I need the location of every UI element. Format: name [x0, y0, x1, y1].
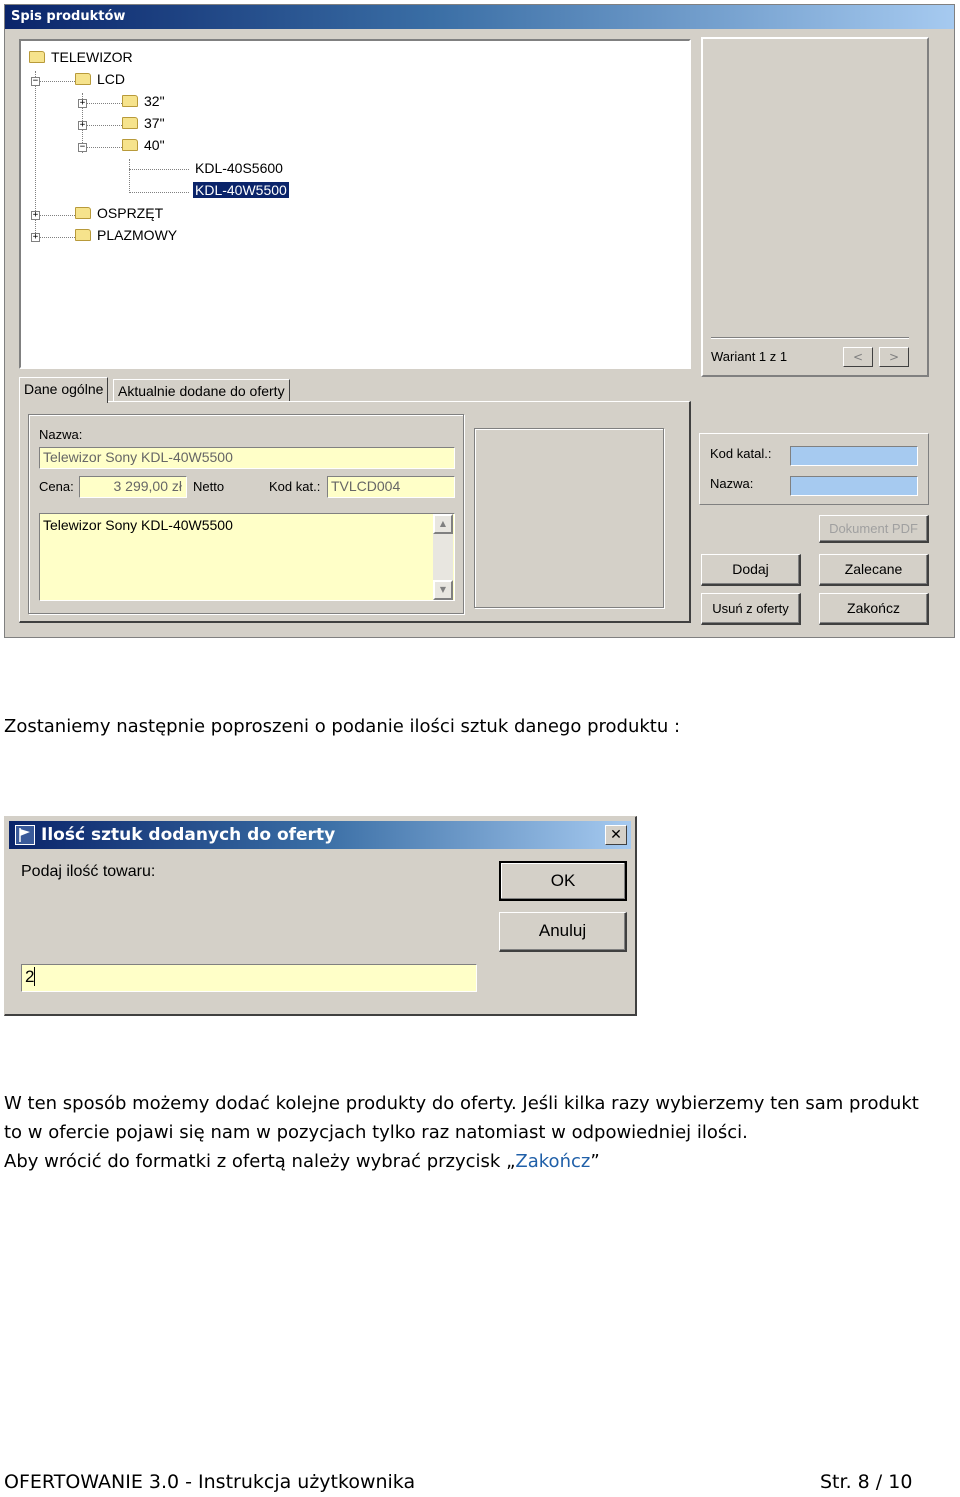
ok-button[interactable]: OK — [499, 861, 627, 901]
name-label: Nazwa: — [39, 427, 83, 442]
expand-icon[interactable]: + — [79, 98, 86, 108]
scroll-down-icon[interactable]: ▼ — [433, 580, 453, 600]
folder-icon — [122, 139, 138, 151]
code-field[interactable]: TVLCD004 — [327, 476, 455, 498]
dialog-title: Ilość sztuk dodanych do oferty — [9, 821, 631, 849]
tree-line — [35, 237, 75, 238]
tree-node-32[interactable]: 32" — [122, 91, 165, 111]
expand-icon[interactable]: + — [32, 210, 39, 220]
price-field[interactable]: 3 299,00 zł — [79, 476, 187, 498]
product-details-group — [28, 414, 464, 614]
code-label: Kod kat.: — [269, 479, 321, 494]
folder-icon — [75, 229, 91, 241]
window-title: Spis produktów — [5, 5, 954, 29]
search-group — [699, 433, 929, 505]
recommended-button[interactable]: Zalecane — [819, 554, 929, 586]
search-name-input[interactable] — [790, 476, 918, 496]
price-label: Cena: — [39, 479, 74, 494]
netto-label: Netto — [193, 479, 225, 494]
scrollbar[interactable] — [433, 514, 453, 600]
divider — [711, 337, 909, 339]
cancel-button[interactable]: Anuluj — [499, 912, 627, 952]
page-number: Str. 8 / 10 — [820, 1471, 913, 1493]
tree-line — [82, 103, 122, 104]
tree-line — [82, 125, 122, 126]
product-list-window — [4, 4, 955, 638]
tree-line — [82, 147, 122, 148]
folder-icon — [75, 207, 91, 219]
next-variant-button[interactable]: > — [879, 347, 909, 367]
add-button[interactable]: Dodaj — [701, 554, 801, 586]
scroll-up-icon[interactable]: ▲ — [433, 514, 453, 534]
tree-node-kdl-40s5600[interactable]: KDL-40S5600 — [195, 160, 283, 176]
tree-node-telewizor[interactable]: TELEWIZOR — [29, 47, 133, 67]
collapse-icon[interactable]: − — [32, 76, 39, 86]
tree-node-kdl-40w5500[interactable]: KDL-40W5500 — [195, 182, 287, 198]
tree-line — [129, 192, 189, 193]
flag-icon-svg — [16, 826, 34, 844]
tree-node-plazmowy[interactable]: PLAZMOWY — [75, 225, 177, 245]
tree-line — [129, 159, 130, 193]
dialog-flag-icon — [15, 825, 35, 845]
pdf-document-button[interactable]: Dokument PDF — [819, 515, 929, 543]
folder-icon — [122, 95, 138, 107]
folder-icon — [29, 51, 45, 63]
tab-added-to-offer[interactable]: Aktualnie dodane do oferty — [113, 379, 290, 401]
quantity-input[interactable]: 2 — [21, 964, 477, 992]
paragraph-line-3-prefix: Aby wrócić do formatki z ofertą należy wybrać przycisk „ — [4, 1151, 516, 1172]
paragraph-line-3 — [4, 1151, 600, 1172]
expand-icon[interactable]: + — [32, 232, 39, 242]
tab-general[interactable]: Dane ogólne — [19, 377, 108, 403]
paragraph-line-2: to w ofercie pojawi się nam w pozycjach tylko raz natomiast w odpowiedniej ilości. — [4, 1122, 748, 1143]
product-image-panel — [701, 37, 929, 377]
catalog-code-input[interactable] — [790, 446, 918, 466]
quantity-prompt-label: Podaj ilość towaru: — [21, 863, 156, 880]
remove-from-offer-button[interactable]: Usuń z oferty — [701, 593, 801, 625]
tree-node-40[interactable]: 40" — [122, 135, 165, 155]
footer-title: OFERTOWANIE 3.0 - Instrukcja użytkownika — [4, 1471, 416, 1493]
tree-line — [35, 81, 75, 82]
folder-icon — [75, 73, 91, 85]
search-name-label: Nazwa: — [710, 476, 754, 491]
expand-icon[interactable]: + — [79, 120, 86, 130]
variant-label: Wariant 1 z 1 — [711, 349, 788, 364]
tree-line — [35, 215, 75, 216]
tree-node-osprzet[interactable]: OSPRZĘT — [75, 203, 163, 223]
name-field[interactable]: Telewizor Sony KDL-40W5500 — [39, 447, 455, 469]
quantity-dialog — [4, 816, 637, 1016]
paragraph-line-1: W ten sposób możemy dodać kolejne produkty do oferty. Jeśli kilka razy wybierzemy ten sam produkt — [4, 1093, 919, 1114]
catalog-code-label: Kod katal.: — [710, 446, 772, 461]
prev-variant-button[interactable]: < — [843, 347, 873, 367]
paragraph-line-3-suffix: ” — [590, 1151, 600, 1172]
product-tree[interactable] — [19, 39, 691, 369]
close-icon[interactable]: ✕ — [605, 825, 627, 845]
product-photo-box — [474, 428, 664, 608]
tree-line — [129, 169, 189, 170]
folder-icon — [122, 117, 138, 129]
collapse-icon[interactable]: − — [79, 142, 86, 152]
tab-panel — [19, 401, 691, 623]
finish-button[interactable]: Zakończ — [819, 593, 929, 625]
description-field[interactable]: Telewizor Sony KDL-40W5500 — [39, 513, 455, 601]
finish-link[interactable]: Zakończ — [515, 1151, 591, 1172]
tree-node-lcd[interactable]: LCD — [75, 69, 125, 89]
tree-node-37[interactable]: 37" — [122, 113, 165, 133]
instruction-text: Zostaniemy następnie poproszeni o podanie ilości sztuk danego produktu : — [4, 716, 681, 737]
